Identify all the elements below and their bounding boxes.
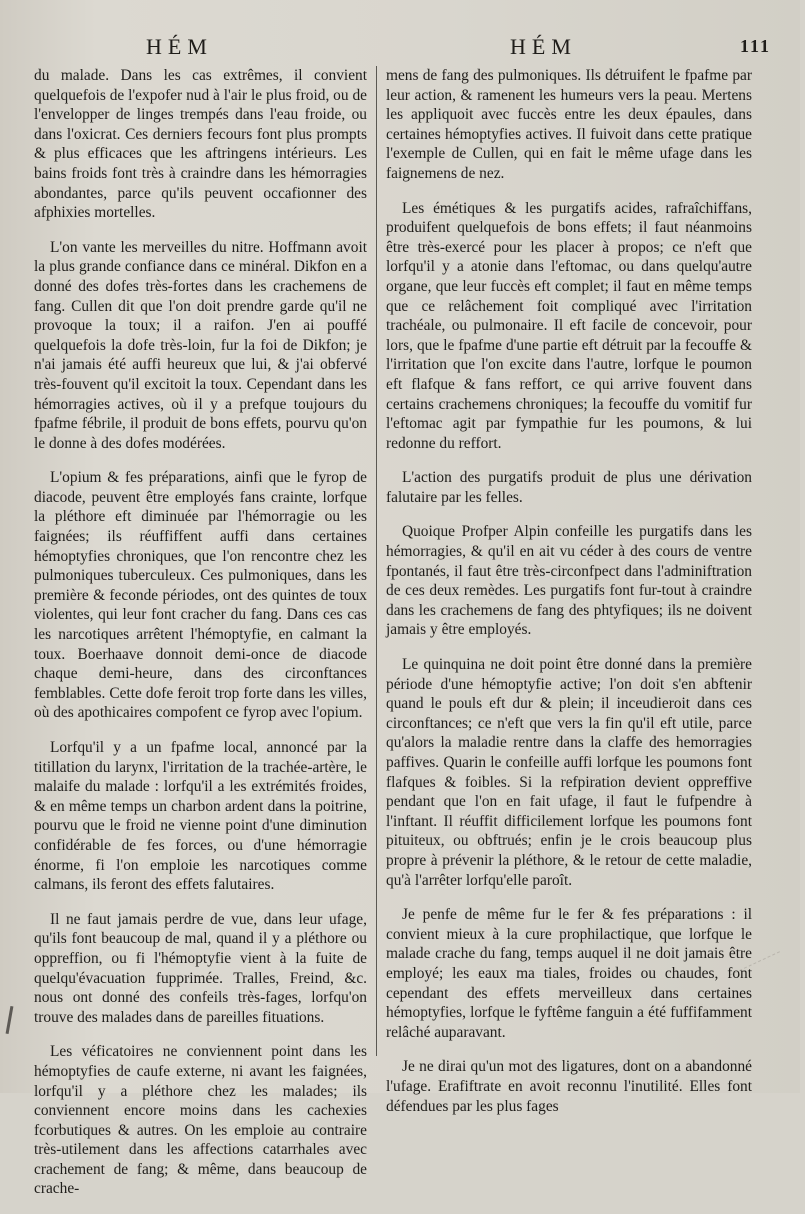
column-divider	[376, 66, 377, 1056]
paragraph: Je ne dirai qu'un mot des ligatures, dont on a abandonné l'ufage. Erafiftrate en avoit reconnu l'inutilité. Elles font défendues par les plus fages	[386, 1058, 752, 1115]
left-column	[34, 66, 367, 1214]
paragraph: L'opium & fes préparations, ainfi que le fyrop de diacode, peuvent être employés fans crainte, lorfque la pléthore eft diminuée par l'hémorragie ou les faignées; ils réuffiffent auffi dans certaines hémoptyfies chroniques, que l'on rencontre chez les pulmoniques tuberculeux. Ces pulmoniques, dans les première & feconde périodes, ont des quintes de toux violentes, qui leur font cracher du fang. Dans ces cas les narcotiques arrêtent l'hémoptyfie, en calmant la toux. Boerhaave donnoit demi-once de diacode chaque demi-heure, dans des circonftances femblables. Cette dofe feroit trop forte dans les villes, où des apothicaires compofent ce fyrop avec l'opium.	[34, 469, 367, 722]
paragraph: L'on vante les merveilles du nitre. Hoffmann avoit la plus grande confiance dans ce minéral. Dikfon en a donné des dofes très-fortes dans les crachemens de fang. Cullen dit que l'on doit prendre garde qu'il ne provoque la toux; il a raifon. J'en ai pouffé quelquefois la dofe très-loin, fur la foi de Dikfon; je n'ai jamais été auffi heureux que lui, & j'ai obfervé très-fouvent qu'il excitoit la toux. Cependant dans les hémorragies actives, où il y a prefque toujours du fpafme fébrile, il produit de bons effets, pourvu qu'on le donne à des dofes modérées.	[34, 238, 367, 452]
paragraph: du malade. Dans les cas extrêmes, il convient quelquefois de l'expofer nud à l'air le plus froid, ou de l'envelopper de linges trempés dans l'eau froide, ou dans l'oxicrat. Ces derniers fecours font plus prompts & plus efficaces que les aftringens intérieurs. Les bains froids font très à craindre dans les hémorragies abondantes, parce qu'ils peuvent occafionner des afphixies mortelles.	[34, 67, 367, 222]
paragraph: Lorfqu'il y a un fpafme local, annoncé par la titillation du larynx, l'irritation de la trachée-artère, le malaife du malade : lorfqu'il a les extrémités froides, & en même temps un charbon ardent dans la poitrine, pourvu que le froid ne vienne point d'une diminution confidérable de fes forces, ou d'une hémorragie énorme, fi l'on emploie les narcotiques comme calmans, ils feront des effets falutaires.	[34, 739, 367, 894]
running-header	[0, 34, 800, 64]
page-number: 111	[740, 36, 772, 56]
running-head-right: HÉM	[510, 34, 577, 59]
paragraph: Je penfe de même fur le fer & fes préparations : il convient mieux à la cure prophilactique, que lorfque le malade crache du fang, temps auquel il ne doit jamais être employé; les eaux ma tiales, froides ou chaudes, font cependant des effets merveilleux dans certaines hémoptyfies, lorfque le fyftême fanguin a été fuffifamment relâché auparavant.	[386, 906, 752, 1041]
running-head-left: HÉM	[146, 34, 213, 59]
paragraph: Quoique Profper Alpin confeille les purgatifs dans les hémorragies, & qu'il en ait vu céder à des cours de ventre fpontanés, il faut être très-circonfpect dans l'adminiftration de ces deux remèdes. Les purgatifs font fur-tout à craindre dans les crachemens de fang des phtyfiques; ils ne doivent jamais y être employés.	[386, 523, 752, 639]
paragraph: Il ne faut jamais perdre de vue, dans leur ufage, qu'ils font beaucoup de mal, quand il y a pléthore ou oppreffion, ou fi l'hémoptyfie vient à la fuite de quelqu'évacuation fupprimée. Tralles, Freind, &c. nous ont donné des confeils très-fages, lorfqu'on trouve des malades dans de pareilles fituations.	[34, 910, 367, 1026]
paragraph: mens de fang des pulmoniques. Ils détruifent le fpafme par leur action, & ramenent les humeurs vers la peau. Mertens les appliquoit avec fuccès entre les deux épaules, dans certaines hémoptyfies actives. Il fuivoit dans cette pratique l'exemple de Cullen, qui en fait le même ufage dans les faignemens de nez.	[386, 67, 752, 182]
margin-ink-mark	[6, 1006, 14, 1034]
paragraph: L'action des purgatifs produit de plus une dérivation falutaire par les felles.	[386, 469, 752, 506]
paragraph: Le quinquina ne doit point être donné dans la première période d'une hémoptyfie active; l'on doit s'en abftenir quand le pouls eft dur & plein; il inceudieroit dans ces circonftances; ce n'eft que vers la fin qu'il eft utile, parce qu'alors la maladie rentre dans la claffe des hemorragies paffives. Quarin le confeille auffi lorfque les poumons font flafques & foibles. Si la refpiration devient oppreffive pendant que l'on en fait ufage, il faut le fufpendre à l'inftant. Il réuffit difficilement lorfque les poumons font pituiteux, ou obftrués; enfin je le crois beaucoup plus propre à prévenir la pléthore, & le retour de cette maladie, qu'à l'arrêter lorfqu'elle paroît.	[386, 656, 752, 889]
right-column	[386, 66, 752, 1131]
paragraph: Les véficatoires ne conviennent point dans les hémoptyfies de caufe externe, ni avant les faignées, lorfqu'il y a pléthore chez les malades; ils conviennent encore moins dans les cachexies fcorbutiques & autres. On les emploie au contraire très-utilement dans les affections catarrhales avec crachement de fang; & même, dans beaucoup de crache-	[34, 1043, 367, 1198]
paragraph: Les émétiques & les purgatifs acides, rafraîchiffans, produifent quelquefois de bons effets; il faut néanmoins être très-exercé pour les placer à propos; ce n'eft que lorfqu'il y a atonie dans l'eftomac, ou dans quelqu'autre organe, que leur fuccès eft complet; il faut en même temps que ce relâchement foit compliqué avec l'irritation trachéale, ou pulmonaire. Il eft facile de concevoir, pour lors, que le fpafme d'une partie eft détruit par la fecouffe & l'irritation que l'on excite dans l'autre, lorfque le poumon eft flafque & fans reffort, ce qui arrive fouvent dans certains crachemens chroniques; la fecouffe du vomitif fur l'eftomac agit par fympathie fur les poumons, & lui redonne du reffort.	[386, 199, 752, 452]
